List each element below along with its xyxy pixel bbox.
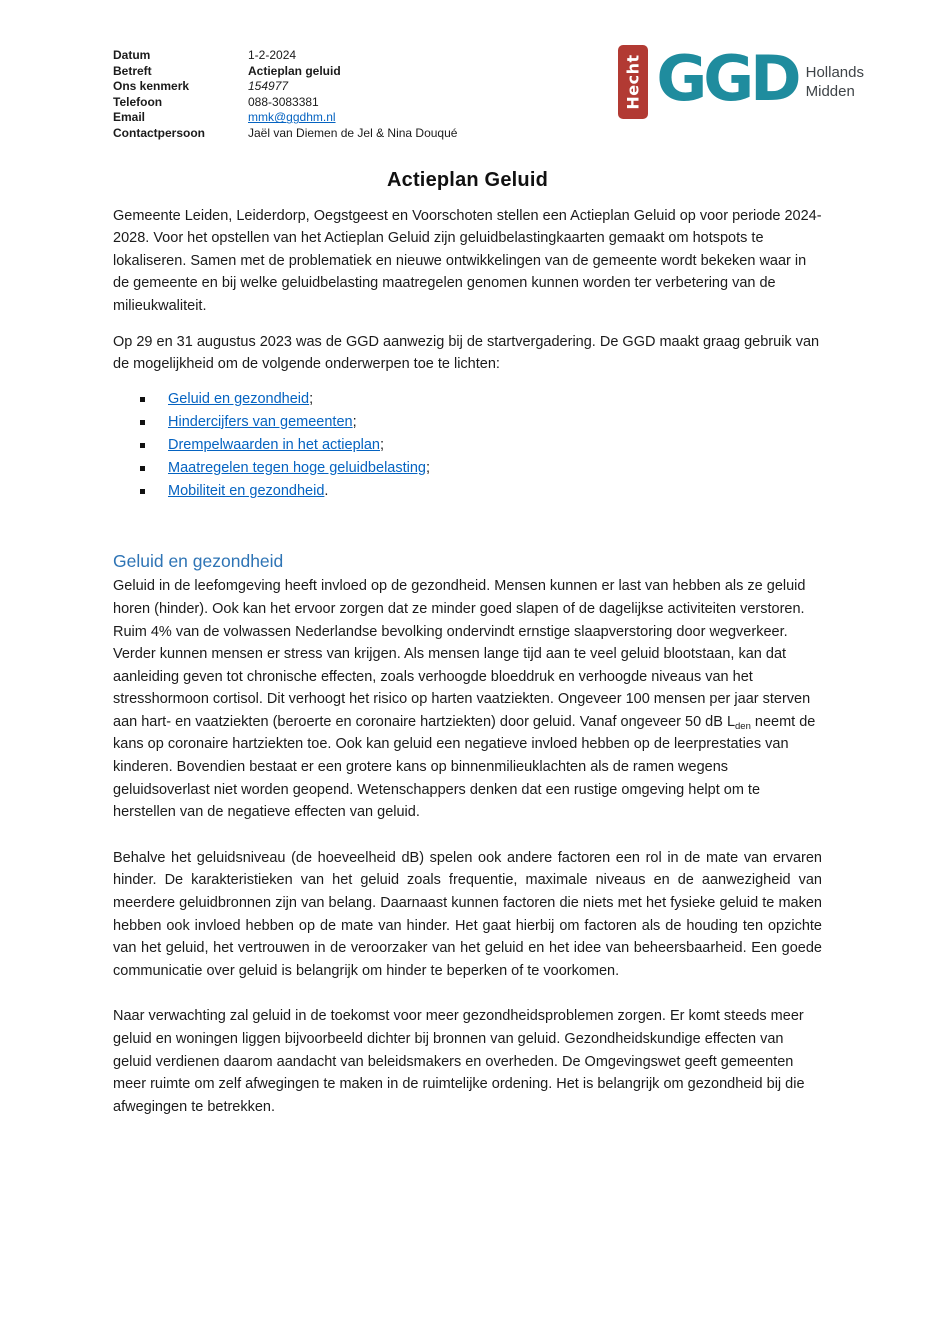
meta-row-telefoon xyxy=(113,95,457,111)
paragraph-text: Geluid in de leefomgeving heeft invloed op de gezondheid. Mensen kunnen er last van hebben als ze geluid horen (hinder). Ook kan het ervoor zorgen dat ze minder goed slapen of de dagelijkse activiteiten verstoren. Ruim 4% van de volwassen Nederlandse bevolking ondervindt ernstige slaapverstoring door wegverkeer. Verder kunnen mensen er stress van krijgen. Als mensen lange tijd aan te veel geluid blootstaan, kan dat aanleiding geven tot chronische effecten, zoals verhoogde bloeddruk en verhoogde niveaus van het stresshormoon cortisol. Dit verhoogt het risico op harten vaatziekten. Ongeveer 100 mensen per jaar sterven aan hart- en vaatziekten (beroerte en coronaire hartziekten) door geluid. Vanaf ongeveer 50 dB L xyxy=(113,578,811,730)
topic-suffix: ; xyxy=(352,413,357,430)
email-link[interactable]: mmk@ggdhm.nl xyxy=(248,110,336,125)
meta-row-betreft xyxy=(113,64,457,80)
topic-suffix: ; xyxy=(380,436,385,453)
topic-suffix: ; xyxy=(309,390,314,407)
meta-value-kenmerk: 154977 xyxy=(248,79,289,94)
bullet-square-icon xyxy=(140,466,145,471)
meta-label: Email xyxy=(113,110,146,125)
document-body xyxy=(113,205,822,1119)
ggd-region-name xyxy=(806,63,864,101)
meta-label: Contactpersoon xyxy=(113,125,206,140)
list-item-geluid-en-gezondheid xyxy=(140,388,822,411)
meta-block xyxy=(113,48,457,142)
intro-paragraph-2: Op 29 en 31 augustus 2023 was de GGD aanwezig bij de startvergadering. De GGD maakt graag gebruik van de mogelijkheid om de volgende onderwerpen toe te lichten: xyxy=(113,333,820,373)
hecht-logo-text: Hecht xyxy=(623,54,643,110)
topic-link-mobiliteit[interactable]: Mobiliteit en gezondheid xyxy=(168,482,325,499)
topics-list xyxy=(140,388,822,503)
section-paragraph-2: Behalve het geluidsniveau (de hoeveelheid dB) spelen ook andere factoren een rol in de mate van ervaren hinder. De karakteristieken van het geluid zoals frequentie, maximale niveaus en de aanwezigheid van meerdere geluidbronnen zijn van belang. Daarnaast kunnen factoren die niets met het fysieke geluid te maken hebben ook invloed hebben op de mate van hinder. Het gaat hierbij om factoren als de houding ten opzichte van het geluid, het vertrouwen in de veroorzaker van het geluid en het idee van beheersbaarheid. Een goede communicatie over geluid is belangrijk om hinder te beperken of te voorkomen. xyxy=(113,849,822,979)
letter-header xyxy=(113,42,864,142)
meta-label: Betreft xyxy=(113,63,152,78)
topic-link-drempelwaarden[interactable]: Drempelwaarden in het actieplan xyxy=(168,436,380,453)
meta-label: Ons kenmerk xyxy=(113,79,190,94)
paragraph-text: neemt de kans op coronaire hartziekten toe. Ook kan geluid een negatieve invloed hebben op de leerprestaties van kinderen. Bovendien bestaat er een grotere kans op binnenmilieuklachten als de ramen wegens geluidsoverlast niet worden geopend. Wetenschappers denken dat een rustige omgeving helpt om te herstellen van de negatieve effecten van geluid. xyxy=(113,713,816,821)
list-item-mobiliteit xyxy=(140,480,822,503)
region-line-1: Hollands xyxy=(805,64,864,81)
list-item-drempelwaarden xyxy=(140,434,822,457)
bullet-square-icon xyxy=(140,443,145,448)
page-title: Actieplan Geluid xyxy=(386,168,548,191)
meta-row-datum xyxy=(113,48,457,64)
intro-paragraph-1: Gemeente Leiden, Leiderdorp, Oegstgeest en Voorschoten stellen een Actieplan Geluid op voor periode 2024-2028. Voor het opstellen van het Actieplan Geluid zijn geluidbelastingkaarten gemaakt om hotspots te lokaliseren. Samen met de problematiek en nieuwe ontwikkelingen van de gemeente wordt bekeken waar in de gemeente en bij welke geluidbelasting maatregelen genomen kunnen worden ter verbetering van de milieukwaliteit. xyxy=(113,207,822,314)
ggd-logo xyxy=(618,42,864,119)
bullet-square-icon xyxy=(140,489,145,494)
topic-link-geluid-en-gezondheid[interactable]: Geluid en gezondheid xyxy=(168,390,310,407)
section-paragraph-1 xyxy=(113,575,822,824)
meta-value-datum: 1-2-2024 xyxy=(248,48,297,62)
region-line-2: Midden xyxy=(805,83,855,100)
topic-suffix: ; xyxy=(425,459,431,476)
meta-value-betreft: Actieplan geluid xyxy=(248,63,341,78)
topic-link-maatregelen[interactable]: Maatregelen tegen hoge geluidbelasting xyxy=(168,459,426,476)
bullet-square-icon xyxy=(140,397,145,402)
list-item-hindercijfers xyxy=(140,411,822,434)
meta-row-email xyxy=(113,110,457,126)
ggd-logo-text: GGD xyxy=(656,42,798,115)
topic-link-hindercijfers[interactable]: Hindercijfers van gemeenten xyxy=(168,413,353,430)
hecht-logo-badge xyxy=(618,45,648,119)
bullet-square-icon xyxy=(140,420,145,425)
meta-label: Datum xyxy=(113,48,151,62)
section-paragraph-3: Naar verwachting zal geluid in de toekomst voor meer gezondheidsproblemen zorgen. Er komt steeds meer geluid en woningen liggen bijvoorbeeld dichter bij bronnen van geluid. Gezondheidskundige effecten van geluid verdienen daarom aandacht van beleidsmakers en overheden. De Omgevingswet geeft gemeenten meer ruimte om zelf afwegingen te maken in de ruimtelijke ordening. Het is belangrijk om gezondheid bij die afwegingen te betrekken. xyxy=(113,1008,805,1115)
section-heading-geluid-en-gezondheid: Geluid en gezondheid xyxy=(113,550,284,571)
meta-label: Telefoon xyxy=(113,94,163,109)
meta-value-contactpersoon: Jaël van Diemen de Jel & Nina Douqué xyxy=(248,125,458,140)
lden-subscript: den xyxy=(735,720,751,732)
meta-value-telefoon: 088-3083381 xyxy=(248,94,319,109)
topic-suffix: . xyxy=(324,482,329,499)
list-item-maatregelen xyxy=(140,457,822,480)
meta-row-contactpersoon xyxy=(113,126,457,142)
meta-row-kenmerk xyxy=(113,79,457,95)
